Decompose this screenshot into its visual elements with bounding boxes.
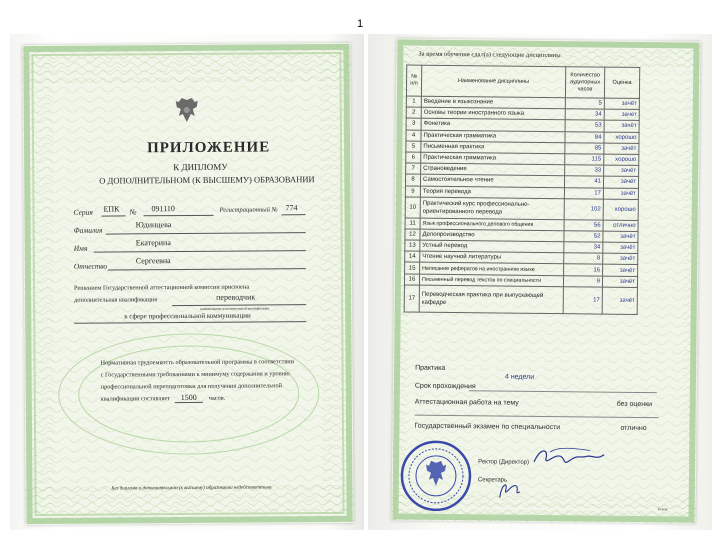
table-row: 13 Устный перевод 34 зачёт [405, 240, 638, 254]
diploma-supplement-back-sheet [391, 38, 700, 523]
document-subtitle-line1: К ДИПЛОМУ [173, 161, 228, 173]
program-text-4: квалификации составляет [100, 395, 171, 403]
table-row: 17 Переводческая практика при выпускающей кафедре 17 зачёт [404, 285, 637, 314]
table-row: 9 Теория перевода 17 зачёт [405, 186, 638, 200]
column-header-num: № п/п [406, 65, 421, 96]
table-row: 12 Делопроизводство 52 зачёт [405, 229, 638, 243]
qualification-value: переводчик [216, 292, 256, 302]
secretary-label: Секретарь [477, 477, 508, 484]
patronymic-label: Отчество [73, 261, 108, 271]
hours-value: 1500 [180, 392, 197, 403]
column-header-subject: Наименование дисциплины [421, 65, 565, 98]
table-row: 7 Страноведение 33 зачёт [406, 163, 639, 177]
surname-value: Юдинцева [135, 220, 172, 230]
practice-label: Практика [415, 364, 446, 372]
patronymic-value: Сергеевна [135, 256, 171, 266]
series-value: ЕПК [103, 204, 120, 214]
table-row: 6 Практическая грамматика 115 хорошо [406, 152, 639, 166]
decision-line1: Решением Государственной аттестационной комиссии присвоена [74, 283, 250, 292]
document-subtitle-line2: О ДОПОЛНИТЕЛЬНОМ (К ВЫСШЕМУ) ОБРАЗОВАНИИ [99, 174, 315, 186]
document-title: ПРИЛОЖЕНИЕ [146, 139, 271, 157]
table-row: 2 Основы теории иностранного языка 34 зачет [406, 107, 639, 121]
secretary-signature [494, 477, 524, 503]
name-value: Екатерина [135, 238, 171, 248]
column-header-hours: Количество аудиторных часов [565, 67, 604, 98]
decision-line2: дополнительная квалификация [74, 296, 158, 304]
coat-of-arms-icon [173, 96, 201, 126]
hours-unit: часов. [208, 394, 226, 402]
name-label: Имя [73, 243, 88, 253]
number-value: 091110 [151, 204, 175, 214]
qualification-caption: наименование дополнительной квалификации [200, 306, 270, 311]
table-row: 4 Практическая грамматика 84 хорошо [406, 130, 639, 144]
footer-note: Без диплома о дополнительном (к высшему) образовании недействительно. [111, 485, 273, 492]
subjects-table [404, 65, 641, 315]
diploma-supplement-front-sheet [22, 43, 353, 525]
column-header-grade: Оценка [604, 67, 639, 98]
table-row: 8 Самостоятельное чтение 41 зачёт [405, 174, 638, 188]
slide-number: 1 [356, 18, 364, 30]
surname-label: Фамилия [73, 225, 103, 235]
table-row: 16 Письменный перевод текстов по специальности 9 зачёт [404, 274, 637, 288]
official-seal-stamp [398, 438, 475, 513]
rector-label: Ректор (Директор) [478, 459, 530, 466]
number-label: № [129, 207, 137, 217]
table-row: 1 Введение в языкознание 5 зачёт [406, 96, 639, 110]
duration-label: Срок прохождения [414, 382, 476, 391]
diploma-supplement-front-photo [10, 34, 364, 530]
qualification-value2: в сфере профессиональной коммуникации [124, 311, 251, 321]
table-row: 5 Письменная практика 85 зачёт [406, 141, 639, 155]
exam-label: Государственный экзамен по специальности [414, 422, 561, 432]
attestation-value: без оценки [616, 400, 653, 409]
table-row: 14 Чтение научной литературы 8 зачёт [405, 251, 638, 265]
table-heading: За время обучения сдал(а) следующие дисциплины [418, 50, 561, 60]
practice-value: 4 недели [504, 373, 535, 381]
exam-value: отлично [620, 424, 647, 433]
series-label: Серия [73, 207, 93, 217]
table-row: 3 Фонетика 53 зачёт [406, 118, 639, 132]
registration-value: 774 [285, 203, 298, 213]
diploma-supplement-back-photo [368, 34, 712, 530]
rector-signature [530, 444, 608, 471]
program-text-2: с Государственными требованиями к минимуму содержания и уровню [100, 370, 290, 379]
printer-imprint: Гознак [657, 507, 668, 512]
program-text-3: профессиональной переподготовки для получения дополнительной [100, 382, 283, 391]
registration-label: Регистрационный № [219, 206, 278, 214]
table-row: 11 Язык профессионального делового общения 56 отлично [405, 218, 638, 232]
table-row: 15 Написание рефератов на иностранном языке 16 зачёт [405, 262, 638, 276]
program-text-1: Нормативная трудоемкость образовательной программы в соответствии [100, 358, 295, 367]
attestation-label: Аттестационная работа на тему [414, 398, 519, 407]
table-row: 10 Практический курс профессионально-ориентированного перевода 102 хорошо [405, 197, 638, 220]
